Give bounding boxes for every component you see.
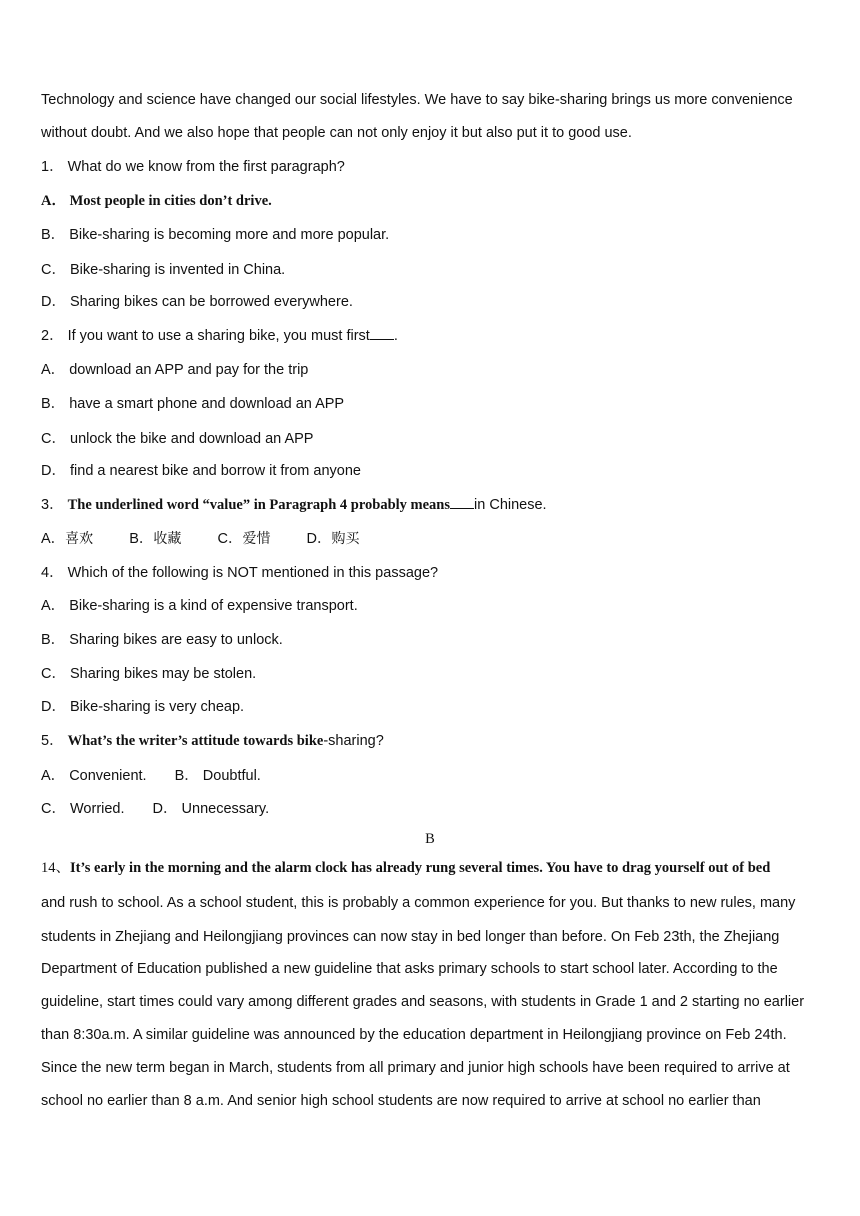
passage-a-line-2: without doubt. And we also hope that people can not only enjoy it but also put it to good use. [41, 125, 632, 141]
question-5-options-ab [41, 766, 261, 786]
question-3-stem [41, 495, 547, 515]
question-2-option-d: D． find a nearest bike and borrow it from anyone [41, 463, 361, 479]
question-5-number: 5． [41, 733, 68, 749]
question-5-option-a: A． Convenient. [41, 768, 147, 784]
question-number: 14、 [41, 860, 70, 876]
question-1-option-b: B． Bike-sharing is becoming more and more popular. [41, 227, 390, 243]
section-b-line-7: Since the new term began in March, students from all primary and junior high schools have been required to arrive at [41, 1060, 790, 1076]
section-b-line-3: students in Zhejiang and Heilongjiang provinces can now stay in bed longer than before. On Feb 23th, the Zhejiang [41, 929, 780, 945]
question-5-stem-end: -sharing? [323, 733, 384, 749]
question-3-option-a-text: 喜欢 [65, 531, 94, 547]
question-1-option-c: C． Bike-sharing is invented in China. [41, 262, 286, 278]
question-4-option-d: D． Bike-sharing is very cheap. [41, 699, 245, 715]
section-b-line-8: school no earlier than 8 a.m. And senior high school students are now required to arrive at school no earlier than [41, 1093, 761, 1109]
question-3-options [41, 529, 360, 549]
section-b-line-1-text: It’s early in the morning and the alarm clock has already rung several times. You have to drag yourself out of bed [70, 860, 771, 876]
question-5-stem [41, 731, 384, 751]
question-1-stem: 1． What do we know from the first paragraph? [41, 159, 345, 175]
question-3-option-a-label: A． [41, 531, 66, 547]
question-2-stem-end: . [393, 328, 398, 344]
section-b-heading: B [425, 831, 435, 847]
question-3-number: 3． [41, 497, 68, 513]
question-2-option-c: C． unlock the bike and download an APP [41, 431, 314, 447]
question-5-option-c: C． Worried. [41, 801, 125, 817]
passage-a-line-1: Technology and science have changed our social lifestyles. We have to say bike-sharing brings us more convenience [41, 92, 793, 108]
section-b-line-2: and rush to school. As a school student, this is probably a common experience for you. But thanks to new rules, many [41, 895, 796, 911]
section-b-line-6: than 8:30a.m. A similar guideline was announced by the education department in Heilongjiang province on Feb 24th. [41, 1027, 787, 1043]
question-3-stem-end: in Chinese. [474, 497, 547, 513]
section-b-line-4: Department of Education published a new guideline that asks primary schools to start school later. According to the [41, 961, 778, 977]
answer-blank [370, 326, 394, 340]
question-3-option-c-text: 爱惜 [242, 531, 271, 547]
question-3-stem-text: The underlined word “value” in Paragraph 4 probably means [67, 497, 451, 513]
question-5-options-cd [41, 799, 269, 819]
question-1-option-a: A． Most people in cities don’t drive. [41, 193, 272, 209]
question-3-option-b-text: 收藏 [153, 531, 182, 547]
question-2-stem-text: 2． If you want to use a sharing bike, you must first [41, 328, 370, 344]
question-2-option-b: B． have a smart phone and download an APP [41, 396, 345, 412]
answer-blank [450, 495, 474, 509]
question-4-option-c: C． Sharing bikes may be stolen. [41, 666, 257, 682]
question-3-option-d-text: 购买 [331, 531, 360, 547]
question-4-stem: 4． Which of the following is NOT mentioned in this passage? [41, 565, 439, 581]
question-2-option-a: A． download an APP and pay for the trip [41, 362, 309, 378]
question-3-option-c-label: C． [217, 531, 243, 547]
section-b-line-5: guideline, start times could vary among different grades and seasons, with students in Grade 1 and 2 starting no earlier [41, 994, 805, 1010]
question-2-stem [41, 326, 398, 346]
question-5-option-b: B． Doubtful. [174, 768, 261, 784]
question-1-option-d: D． Sharing bikes can be borrowed everywhere. [41, 294, 353, 310]
question-4-option-a: A． Bike-sharing is a kind of expensive transport. [41, 598, 358, 614]
question-4-option-b: B． Sharing bikes are easy to unlock. [41, 632, 283, 648]
question-3-option-d-label: D． [306, 531, 332, 547]
question-3-option-b-label: B． [129, 531, 154, 547]
question-5-option-d: D． Unnecessary. [152, 801, 270, 817]
section-b-line-1 [41, 858, 770, 878]
question-5-stem-text: What’s the writer’s attitude towards bike [67, 733, 324, 749]
